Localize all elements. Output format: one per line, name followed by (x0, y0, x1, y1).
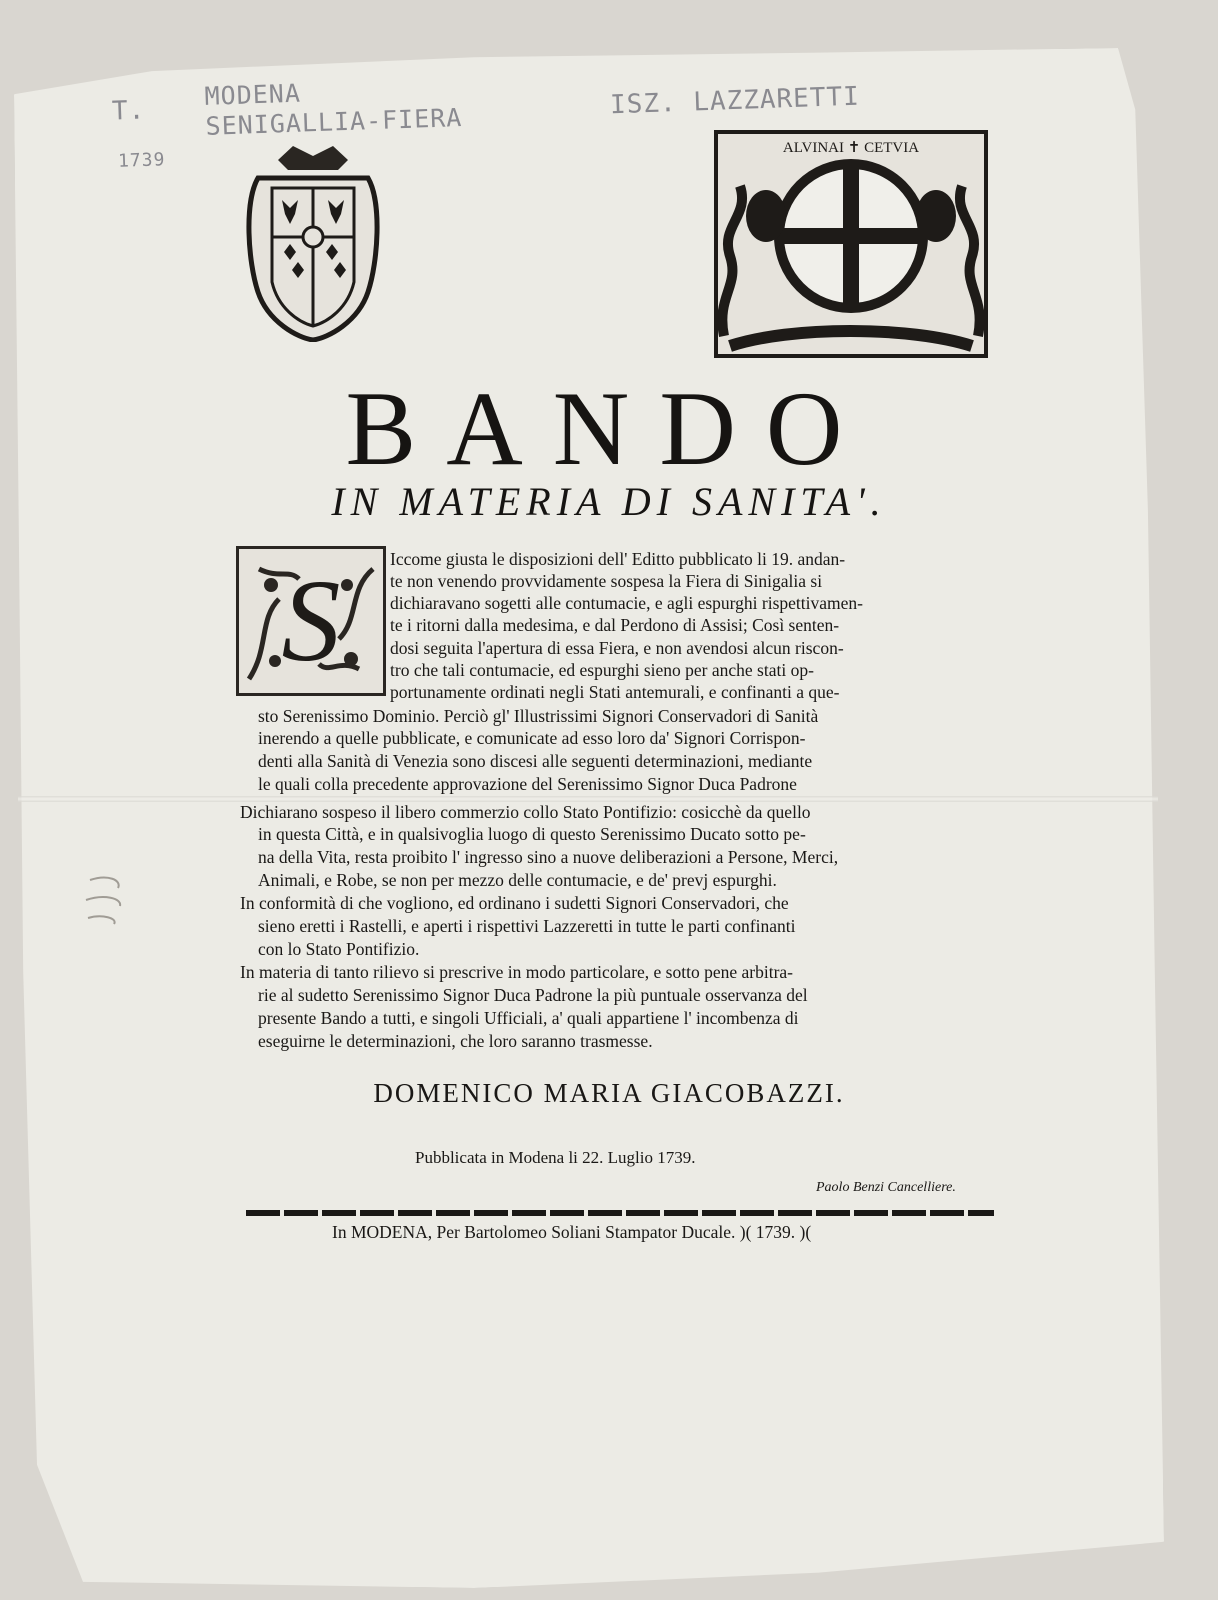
handwritten-fiera: SENIGALLIA-FIERA (205, 102, 463, 141)
body-line: sto Serenissimo Dominio. Perciò gl' Illustrissimi Signori Conservadori di Sanità (258, 706, 819, 726)
handwritten-modena: MODENA (204, 78, 302, 111)
divider-rule (246, 1210, 994, 1216)
body-line: denti alla Sanità di Venezia sono discesi alle seguenti determinazioni, mediante (258, 751, 813, 771)
handwritten-year: 1739 (117, 149, 166, 172)
body-line: in questa Città, e in qualsivoglia luogo di questo Serenissimo Ducato sotto pe- (258, 824, 806, 844)
page-title: BANDO (345, 370, 873, 487)
body-line: con lo Stato Pontifizio. (258, 939, 420, 959)
body-line: rie al sudetto Serenissimo Signor Duca Padrone la più puntuale osservanza del (258, 985, 808, 1005)
body-line: In conformità di che vogliono, ed ordinano i sudetti Signori Conservadori, che (240, 893, 789, 913)
body-line: presente Bando a tutti, e singoli Ufficiali, a' quali appartiene l' incombenza di (258, 1008, 799, 1028)
pencil-mark-icon (78, 870, 138, 930)
signer-name: DOMENICO MARIA GIACOBAZZI. (373, 1078, 845, 1108)
handwritten-shelfmark: T. (111, 95, 146, 127)
body-line: dosi seguita l'apertura di essa Fiera, e non avendosi alcun riscon- (390, 638, 844, 658)
body-line: tro che tali contumacie, ed espurghi sieno per anche stati op- (390, 660, 814, 680)
body-line: In materia di tanto rilievo si prescrive in modo particolare, e sotto pene arbitra- (240, 962, 793, 982)
body-line: Iccome giusta le disposizioni dell' Editto pubblicato li 19. andan- (390, 549, 846, 569)
emblem-motto: ALVINAI ✝ CETVIA (782, 140, 920, 156)
handwritten-annotation-modena (204, 70, 546, 142)
chancellor-signature: Paolo Benzi Cancelliere. (816, 1180, 956, 1195)
decorated-initial (236, 546, 386, 696)
body-line: portunamente ordinati negli Stati antemurali, e confinanti a que- (390, 682, 840, 702)
body-line: te non venendo provvidamente sospesa la Fiera di Sinigalia si (390, 571, 823, 591)
drop-cap-letter: S (281, 555, 341, 686)
body-line: sieno eretti i Rastelli, e aperti i rispettivi Lazzeretti in tutte le parti confinanti (258, 916, 796, 936)
sanita-cross-shield-icon (710, 126, 992, 362)
body-line: dichiaravano sogetti alle contumacie, e agli espurghi rispettivamen- (390, 593, 863, 613)
body-line: le quali colla precedente approvazione del Serenissimo Signor Duca Padrone (258, 774, 797, 794)
body-line: eseguirne le determinazioni, che loro saranno trasmesse. (258, 1031, 653, 1051)
body-line: na della Vita, resta proibito l' ingresso sino a nuove deliberazioni a Persone, Merci, (258, 847, 839, 867)
body-line: te i ritorni dalla medesima, e dal Perdono di Assisi; Così senten- (390, 615, 840, 635)
page-subtitle: IN MATERIA DI SANITA'. (331, 479, 887, 524)
body-line: Animali, e Robe, se non per mezzo delle contumacie, e de' prevj espurghi. (258, 870, 777, 890)
ducal-coat-of-arms-icon (238, 142, 388, 342)
handwritten-annotation-lazzaretti: ISZ. LAZZARETTI (609, 81, 861, 121)
publication-date: Pubblicata in Modena li 22. Luglio 1739. (415, 1148, 696, 1167)
body-line: Dichiarano sospeso il libero commerzio collo Stato Pontifizio: cosicchè da quello (240, 802, 811, 822)
printer-imprint: In MODENA, Per Bartolomeo Soliani Stampator Ducale. )( 1739. )( (332, 1222, 812, 1242)
body-line: inerendo a quelle pubblicate, e comunicate ad esso loro da' Signori Corrispon- (258, 728, 806, 748)
